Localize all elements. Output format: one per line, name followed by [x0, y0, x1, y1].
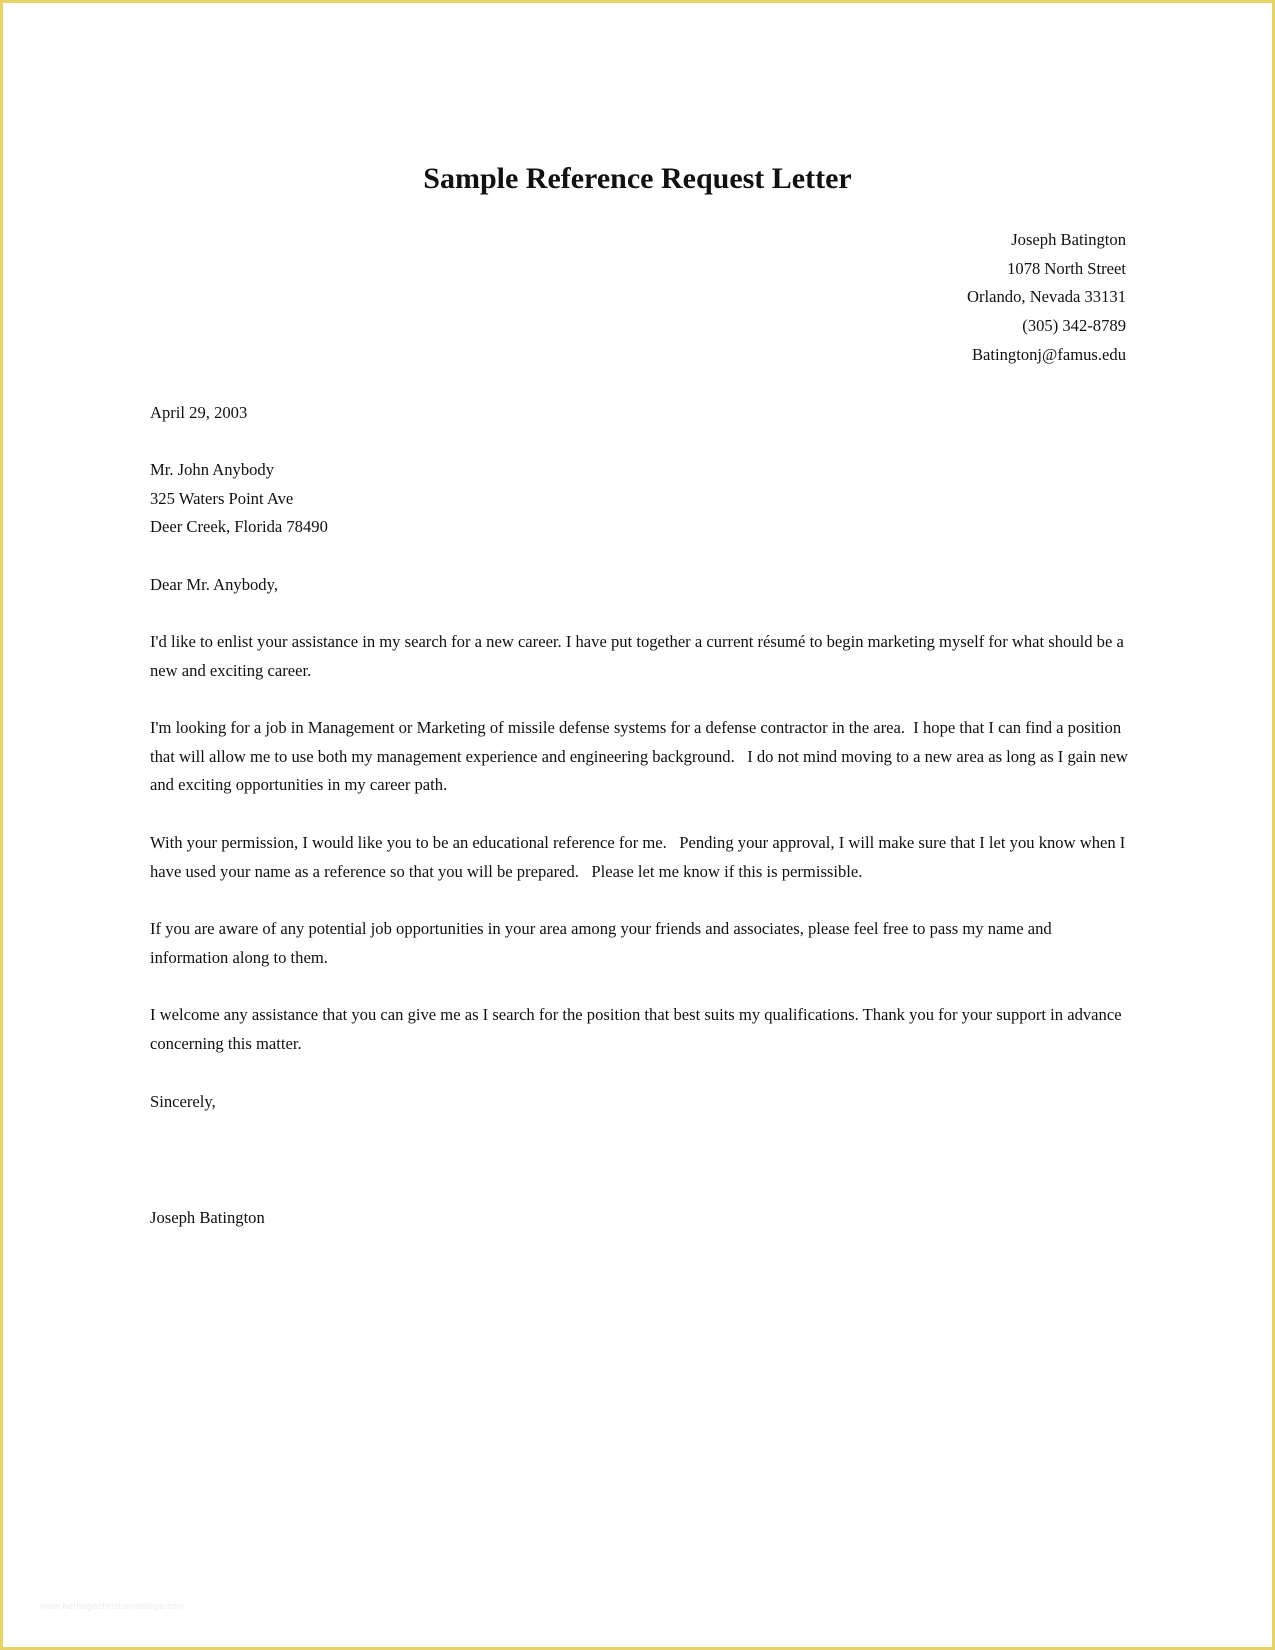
recipient-name: Mr. John Anybody: [150, 460, 275, 479]
sender-phone: (305) 342-8789: [1022, 316, 1126, 336]
letter-date: April 29, 2003: [150, 403, 248, 422]
body-paragraph-4: [150, 915, 1130, 972]
closing: Sincerely,: [150, 1092, 216, 1111]
watermark: www.heritagechristiancollege.com: [40, 1601, 186, 1611]
letter-title: Sample Reference Request Letter: [423, 162, 852, 195]
paragraph-text: I'd like to enlist your assistance in my search for a new career. I have put together a current résumé to begin marketing myself for what should be a new and exciting career.: [150, 632, 1129, 680]
sender-address-block: [967, 226, 1126, 370]
letter-page: [3, 3, 1272, 1647]
paragraph-text: I welcome any assistance that you can give me as I search for the position that best suits my qualifications. Thank you for your support in advance concerning this matter.: [150, 1005, 1126, 1053]
paragraph-text: I'm looking for a job in Management or Marketing of missile defense systems for a defense contractor in the area. I hope that I can find a position that will allow me to use both my management experience and engineering background. I do not mind moving to a new area as long as I gain new and exciting opportunities in my career path.: [150, 718, 1132, 795]
sender-street: 1078 North Street: [1007, 258, 1126, 278]
paragraph-text: If you are aware of any potential job opportunities in your area among your friends and associates, please feel free to pass my name and information along to them.: [150, 919, 1056, 967]
signature-name: Joseph Batington: [150, 1208, 265, 1227]
sender-email: Batingtonj@famus.edu: [971, 344, 1126, 364]
body-paragraph-3: [150, 829, 1130, 886]
recipient-street: 325 Waters Point Ave: [150, 488, 294, 508]
recipient-address-block: [150, 456, 1130, 542]
body-paragraph-5: [150, 1001, 1130, 1058]
body-paragraph-2: [150, 714, 1130, 800]
sender-city-state-zip: Orlando, Nevada 33131: [967, 287, 1126, 307]
salutation: Dear Mr. Anybody,: [150, 575, 278, 594]
recipient-city-state-zip: Deer Creek, Florida 78490: [150, 517, 328, 537]
sender-name: Joseph Batington: [1011, 230, 1126, 249]
paragraph-text: With your permission, I would like you to be an educational reference for me. Pending your approval, I will make sure that I let you know when I have used your name as a reference so that you will be prepared. Please let me know if this is permissible.: [150, 833, 1130, 881]
body-paragraph-1: [150, 628, 1130, 685]
